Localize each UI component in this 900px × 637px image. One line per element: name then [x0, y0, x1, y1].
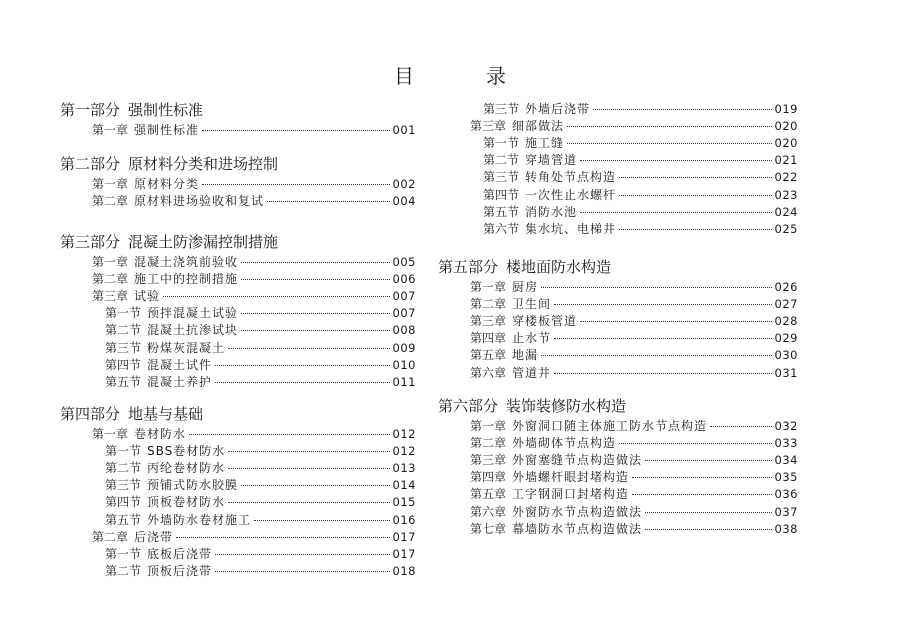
toc-entry-page: 007: [392, 289, 416, 304]
part-number: 第三部分: [60, 233, 121, 251]
toc-entry-label: 第三节: [105, 478, 142, 493]
toc-entry[interactable]: [92, 288, 416, 304]
toc-entry-label: 第四节: [105, 357, 142, 372]
toc-part-heading[interactable]: [438, 397, 626, 415]
toc-entry-label: 第六章: [470, 365, 507, 380]
toc-entry-title: 止水节: [512, 331, 552, 346]
toc-entry-page: 008: [392, 323, 416, 338]
dot-leader: [241, 262, 390, 263]
toc-entry-title: 预铺式防水胶膜: [147, 478, 239, 493]
dot-leader: [202, 184, 390, 185]
toc-entry-page: 016: [392, 512, 416, 527]
toc-entry-label: 第四章: [470, 470, 507, 485]
toc-entry-page: 011: [392, 374, 416, 389]
toc-entry-page: 028: [774, 314, 798, 329]
toc-entry-label: 第一章: [92, 427, 129, 441]
toc-entry-title: 卷材防水: [134, 427, 187, 441]
dot-leader: [567, 143, 772, 144]
toc-entry[interactable]: [105, 512, 416, 528]
dot-leader: [580, 321, 772, 322]
toc-entry-label: 第一节: [105, 306, 142, 321]
toc-part-heading[interactable]: [60, 405, 203, 423]
toc-entry-page: 026: [774, 280, 798, 294]
toc-entry[interactable]: [470, 365, 798, 381]
toc-entry-page: 015: [392, 495, 416, 510]
toc-entry-title: 穿墙管道: [525, 153, 578, 168]
toc-entry[interactable]: [105, 460, 416, 476]
dot-leader: [163, 296, 390, 297]
toc-entry-page: 018: [392, 563, 416, 578]
dot-leader: [241, 485, 390, 486]
toc-entry-label: 第二节: [105, 323, 142, 338]
toc-entry[interactable]: [470, 486, 798, 502]
toc-entry-page: 002: [392, 177, 416, 191]
toc-entry[interactable]: [105, 357, 416, 373]
toc-entry-page: 035: [774, 470, 798, 485]
toc-entry[interactable]: [105, 563, 416, 579]
toc-entry-title: 集水坑、电梯井: [525, 221, 617, 236]
toc-entry-title: 一次性止水螺杆: [525, 187, 617, 202]
toc-entry-title: 预拌混凝土试验: [147, 306, 239, 321]
toc-entry[interactable]: [470, 504, 798, 520]
toc-entry-page: 023: [774, 187, 798, 202]
toc-entry-page: 020: [774, 119, 798, 134]
dot-leader: [710, 426, 772, 427]
toc-entry-label: 第二章: [92, 272, 129, 287]
toc-entry-title: 外墙防水卷材施工: [147, 512, 252, 527]
toc-part-heading[interactable]: [438, 258, 611, 276]
toc-entry-page: 017: [392, 546, 416, 561]
toc-entry[interactable]: [483, 221, 798, 237]
toc-entry[interactable]: [105, 546, 416, 562]
toc-entry-title: 原材料进场验收和复试: [134, 194, 265, 209]
toc-entry-title: 外窗洞口随主体施工防水节点构造: [512, 419, 708, 433]
dot-leader: [541, 355, 772, 356]
dot-leader: [580, 160, 772, 161]
dot-leader: [215, 382, 390, 383]
toc-entry-page: 014: [392, 478, 416, 493]
toc-entry[interactable]: [92, 426, 416, 442]
part-number: 第一部分: [60, 101, 121, 119]
toc-entry-label: 第五节: [105, 512, 142, 527]
toc-entry-label: 第三章: [470, 314, 507, 329]
toc-entry-title: 外墙螺杆眼封堵构造: [512, 470, 630, 485]
toc-entry-title: 穿楼板管道: [512, 314, 578, 329]
toc-entry-page: 032: [774, 419, 798, 433]
toc-entry-label: 第五章: [470, 487, 507, 502]
toc-entry-title: 试验: [134, 289, 161, 304]
toc-entry[interactable]: [483, 101, 798, 117]
toc-entry-label: 第四节: [483, 187, 520, 202]
toc-entry-label: 第六章: [470, 504, 507, 519]
toc-entry-title: 顶板卷材防水: [147, 495, 226, 510]
toc-entry[interactable]: [92, 176, 416, 192]
toc-entry-label: 第二节: [105, 563, 142, 578]
toc-entry[interactable]: [105, 340, 416, 356]
part-number: 第四部分: [60, 405, 121, 423]
toc-entry[interactable]: [483, 204, 798, 220]
toc-entry[interactable]: [105, 443, 416, 459]
toc-entry-label: 第三章: [470, 119, 507, 134]
toc-entry-title: 混凝土养护: [147, 374, 213, 389]
dot-leader: [619, 229, 772, 230]
toc-entry[interactable]: [470, 118, 798, 134]
toc-entry-title: 转角处节点构造: [525, 170, 617, 185]
toc-entry-title: 地漏: [512, 348, 539, 363]
toc-entry-page: 024: [774, 204, 798, 219]
dot-leader: [267, 201, 390, 202]
dot-leader: [189, 434, 390, 435]
dot-leader: [593, 109, 772, 110]
toc-entry-label: 第三章: [470, 453, 507, 468]
toc-entry-title: 原材料分类: [134, 177, 200, 191]
toc-entry-label: 第三节: [105, 340, 142, 355]
toc-entry[interactable]: [483, 169, 798, 185]
toc-entry-page: 013: [392, 461, 416, 476]
toc-entry-page: 017: [392, 529, 416, 544]
toc-entry-label: 第二节: [483, 153, 520, 168]
toc-entry[interactable]: [470, 313, 798, 329]
toc-entry-title: 施工中的控制措施: [134, 272, 239, 287]
dot-leader: [241, 279, 390, 280]
part-title: 强制性标准: [128, 101, 204, 119]
dot-leader: [241, 313, 390, 314]
toc-entry-page: 021: [774, 153, 798, 168]
toc-entry-page: 010: [392, 357, 416, 372]
toc-entry-label: 第二章: [92, 529, 129, 544]
part-number: 第五部分: [438, 258, 499, 276]
toc-entry-page: 029: [774, 331, 798, 346]
toc-entry[interactable]: [470, 521, 798, 537]
toc-entry-label: 第三节: [483, 170, 520, 185]
toc-entry-label: 第二章: [92, 194, 129, 209]
toc-entry-label: 第四节: [105, 495, 142, 510]
toc-entry[interactable]: [470, 452, 798, 468]
toc-entry-page: 031: [774, 365, 798, 380]
toc-entry-title: 丙纶卷材防水: [147, 461, 226, 476]
dot-leader: [619, 195, 772, 196]
toc-entry[interactable]: [92, 254, 416, 270]
toc-entry-page: 019: [774, 102, 798, 116]
dot-leader: [567, 126, 772, 127]
toc-entry[interactable]: [470, 435, 798, 451]
dot-leader: [228, 451, 389, 452]
toc-entry[interactable]: [105, 374, 416, 390]
toc-entry-label: 第一章: [470, 419, 507, 433]
dot-leader: [215, 571, 390, 572]
toc-entry-title: 混凝土浇筑前验收: [134, 255, 239, 269]
dot-leader: [554, 338, 772, 339]
part-number: 第六部分: [438, 397, 499, 415]
toc-entry-title: SBS卷材防水: [147, 444, 226, 459]
dot-leader: [632, 477, 772, 478]
dot-leader: [215, 365, 390, 366]
dot-leader: [619, 177, 772, 178]
toc-entry-label: 第二章: [470, 297, 507, 312]
toc-entry[interactable]: [92, 122, 416, 138]
dot-leader: [254, 520, 390, 521]
toc-entry-page: 033: [774, 436, 798, 451]
toc-entry-page: 005: [392, 255, 416, 269]
toc-entry-label: 第五节: [483, 204, 520, 219]
toc-entry-label: 第三章: [92, 289, 129, 304]
toc-entry[interactable]: [105, 305, 416, 321]
part-number: 第二部分: [60, 155, 121, 173]
toc-entry-title: 细部做法: [512, 119, 565, 134]
toc-entry-label: 第一章: [470, 280, 507, 294]
toc-entry-page: 030: [774, 348, 798, 363]
toc-entry[interactable]: [92, 193, 416, 209]
toc-entry-title: 粉煤灰混凝土: [147, 340, 226, 355]
dot-leader: [554, 304, 772, 305]
toc-entry-title: 卫生间: [512, 297, 552, 312]
toc-entry-title: 强制性标准: [134, 123, 200, 137]
toc-entry[interactable]: [470, 330, 798, 346]
toc-entry-title: 消防水池: [525, 204, 578, 219]
toc-entry[interactable]: [470, 279, 798, 295]
toc-entry-label: 第六节: [483, 221, 520, 236]
part-title: 地基与基础: [128, 405, 204, 423]
dot-leader: [228, 502, 390, 503]
toc-entry-page: 001: [392, 123, 416, 137]
toc-entry-label: 第三节: [483, 102, 520, 116]
toc-entry-label: 第二节: [105, 461, 142, 476]
toc-entry-title: 厨房: [512, 280, 539, 294]
toc-entry-page: 009: [392, 340, 416, 355]
toc-entry-label: 第五节: [105, 374, 142, 389]
dot-leader: [632, 494, 772, 495]
toc-entry-page: 022: [774, 170, 798, 185]
toc-entry[interactable]: [483, 152, 798, 168]
toc-entry-page: 034: [774, 453, 798, 468]
dot-leader: [580, 212, 772, 213]
part-title: 楼地面防水构造: [506, 258, 612, 276]
dot-leader: [541, 287, 772, 288]
dot-leader: [554, 373, 772, 374]
toc-entry[interactable]: [92, 271, 416, 287]
toc-entry-page: 020: [774, 136, 798, 151]
toc-entry-label: 第五章: [470, 348, 507, 363]
toc-entry-label: 第一章: [92, 255, 129, 269]
toc-entry[interactable]: [483, 187, 798, 203]
dot-leader: [241, 330, 390, 331]
toc-part-heading[interactable]: [60, 101, 203, 119]
toc-entry-title: 施工缝: [525, 136, 565, 151]
toc-entry-label: 第七章: [470, 521, 507, 536]
toc-entry-page: 007: [392, 306, 416, 321]
dot-leader: [645, 460, 772, 461]
toc-entry-page: 036: [774, 487, 798, 502]
toc-entry-title: 管道井: [512, 365, 552, 380]
toc-part-heading[interactable]: [60, 155, 278, 173]
toc-entry-title: 幕墙防水节点构造做法: [512, 521, 643, 536]
toc-entry-page: 025: [774, 221, 798, 236]
toc-entry-title: 后浇带: [134, 529, 174, 544]
toc-entry[interactable]: [470, 347, 798, 363]
toc-entry-label: 第一章: [92, 177, 129, 191]
dot-leader: [619, 443, 772, 444]
toc-entry-label: 第一节: [105, 444, 142, 459]
toc-entry[interactable]: [470, 469, 798, 485]
toc-entry[interactable]: [92, 529, 416, 545]
toc-entry[interactable]: [105, 322, 416, 338]
toc-entry-page: 027: [774, 297, 798, 312]
toc-entry-label: 第一节: [105, 546, 142, 561]
toc-entry-page: 012: [392, 427, 416, 441]
toc-entry[interactable]: [470, 296, 798, 312]
dot-leader: [228, 468, 390, 469]
toc-entry-page: 006: [392, 272, 416, 287]
toc-entry[interactable]: [105, 494, 416, 510]
dot-leader: [176, 537, 390, 538]
toc-entry-label: 第四章: [470, 331, 507, 346]
toc-entry-page: 037: [774, 504, 798, 519]
dot-leader: [215, 554, 390, 555]
toc-entry-title: 外窗防水节点构造做法: [512, 504, 643, 519]
toc-entry-title: 底板后浇带: [147, 546, 213, 561]
dot-leader: [645, 529, 772, 530]
part-title: 原材料分类和进场控制: [128, 155, 279, 173]
toc-entry-label: 第一章: [92, 123, 129, 137]
part-title: 装饰装修防水构造: [506, 397, 627, 415]
dot-leader: [228, 348, 390, 349]
toc-entry-page: 012: [392, 444, 416, 459]
toc-entry-title: 顶板后浇带: [147, 563, 213, 578]
toc-entry[interactable]: [105, 477, 416, 493]
toc-entry[interactable]: [470, 418, 798, 434]
toc-entry-title: 外墙后浇带: [525, 102, 591, 116]
toc-entry-title: 混凝土抗渗试块: [147, 323, 239, 338]
dot-leader: [202, 130, 390, 131]
toc-entry-title: 外窗塞缝节点构造做法: [512, 453, 643, 468]
toc-entry-label: 第二章: [470, 436, 507, 451]
toc-entry-title: 工字钢洞口封堵构造: [512, 487, 630, 502]
toc-entry-title: 外墙砌体节点构造: [512, 436, 617, 451]
part-title: 混凝土防渗漏控制措施: [128, 233, 279, 251]
page-title: 目 录: [394, 64, 532, 88]
toc-entry-title: 混凝土试件: [147, 357, 213, 372]
toc-entry-label: 第一节: [483, 136, 520, 151]
dot-leader: [645, 512, 772, 513]
toc-entry-page: 038: [774, 521, 798, 536]
toc-entry-page: 004: [392, 194, 416, 209]
toc-part-heading[interactable]: [60, 233, 278, 251]
toc-entry[interactable]: [483, 135, 798, 151]
